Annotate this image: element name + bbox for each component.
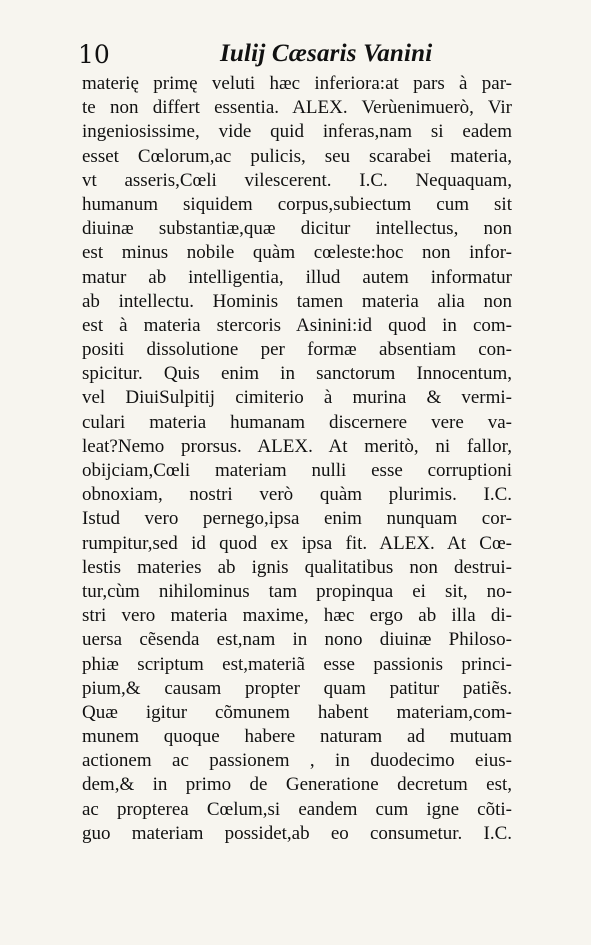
text-line: obnoxiam, nostri verò quàm plurimis. I.C. — [82, 484, 512, 506]
text-line: spicitur. Quis enim in sanctorum Innocentum, — [82, 363, 512, 385]
text-line: positi dissolutione per formæ absentiam con- — [82, 339, 512, 361]
text-line: dem,& in primo de Generatione decretum est, — [82, 774, 512, 796]
text-line: diuinæ substantiæ,quæ dicitur intellectus, non — [82, 218, 512, 240]
text-line: est minus nobile quàm cœleste:hoc non infor- — [82, 242, 512, 264]
text-line: est à materia stercoris Asinini:id quod in com- — [82, 314, 512, 336]
text-line: ab intellectu. Hominis tamen materia alia non — [82, 290, 512, 312]
text-line: matur ab intelligentia, illud autem informatur — [82, 266, 512, 288]
text-line: Istud vero pernego,ipsa enim nunquam cor- — [82, 508, 512, 530]
text-line: culari materia humanam discernere vere va- — [82, 411, 512, 433]
body-text — [82, 72, 512, 846]
text-line: phiæ scriptum est,materiã esse passionis princi- — [82, 653, 512, 675]
text-line: munem quoque habere naturam ad mutuam — [82, 726, 512, 748]
text-line: obijciam,Cœli materiam nulli esse corruptioni — [82, 460, 512, 481]
text-line: esset Cœlorum,ac pulicis, seu scarabei materia, — [82, 145, 512, 167]
text-line: guo materiam possidet,ab eo consumetur. I.C. — [82, 822, 512, 844]
running-head: Iulij Cæsaris Vanini — [220, 40, 433, 67]
text-line: vt asseris,Cœli vilescerent. I.C. Nequaquam, — [82, 169, 512, 191]
text-line: humanum siquidem corpus,subiectum cum sit — [82, 193, 512, 215]
text-line: Quæ igitur cõmunem habent materiam,com- — [82, 701, 512, 723]
text-line: ac propterea Cœlum,si eandem cum igne cõti- — [82, 798, 512, 820]
text-line: uersa cẽsenda est,nam in nono diuinæ Philoso- — [82, 629, 512, 651]
text-line: vel DiuiSulpitij cimiterio à murina & vermi- — [82, 387, 512, 409]
text-line: ingeniosissime, vide quid inferas,nam si eadem — [82, 121, 512, 143]
text-line: materię primę veluti hæc inferiora:at pars à par- — [82, 73, 512, 94]
text-line: actionem ac passionem , in duodecimo eius- — [82, 750, 512, 772]
text-line: rumpitur,sed id quod ex ipsa fit. ALEX. At Cœ- — [82, 532, 512, 554]
page-header — [78, 40, 518, 74]
text-line: lestis materies ab ignis qualitatibus non destrui- — [82, 556, 512, 578]
text-line: pium,& causam propter quam patitur patiẽs. — [82, 677, 512, 699]
text-line: leat?Nemo prorsus. ALEX. At meritò, ni fallor, — [82, 435, 512, 457]
text-line: stri vero materia maxime, hæc ergo ab illa di- — [82, 605, 512, 627]
text-line: tur,cùm nihilominus tam propinqua ei sit, no- — [82, 580, 512, 602]
page-number: 10 — [78, 40, 110, 69]
text-line: te non differt essentia. ALEX. Verùenimuerò, Vir — [82, 97, 512, 119]
